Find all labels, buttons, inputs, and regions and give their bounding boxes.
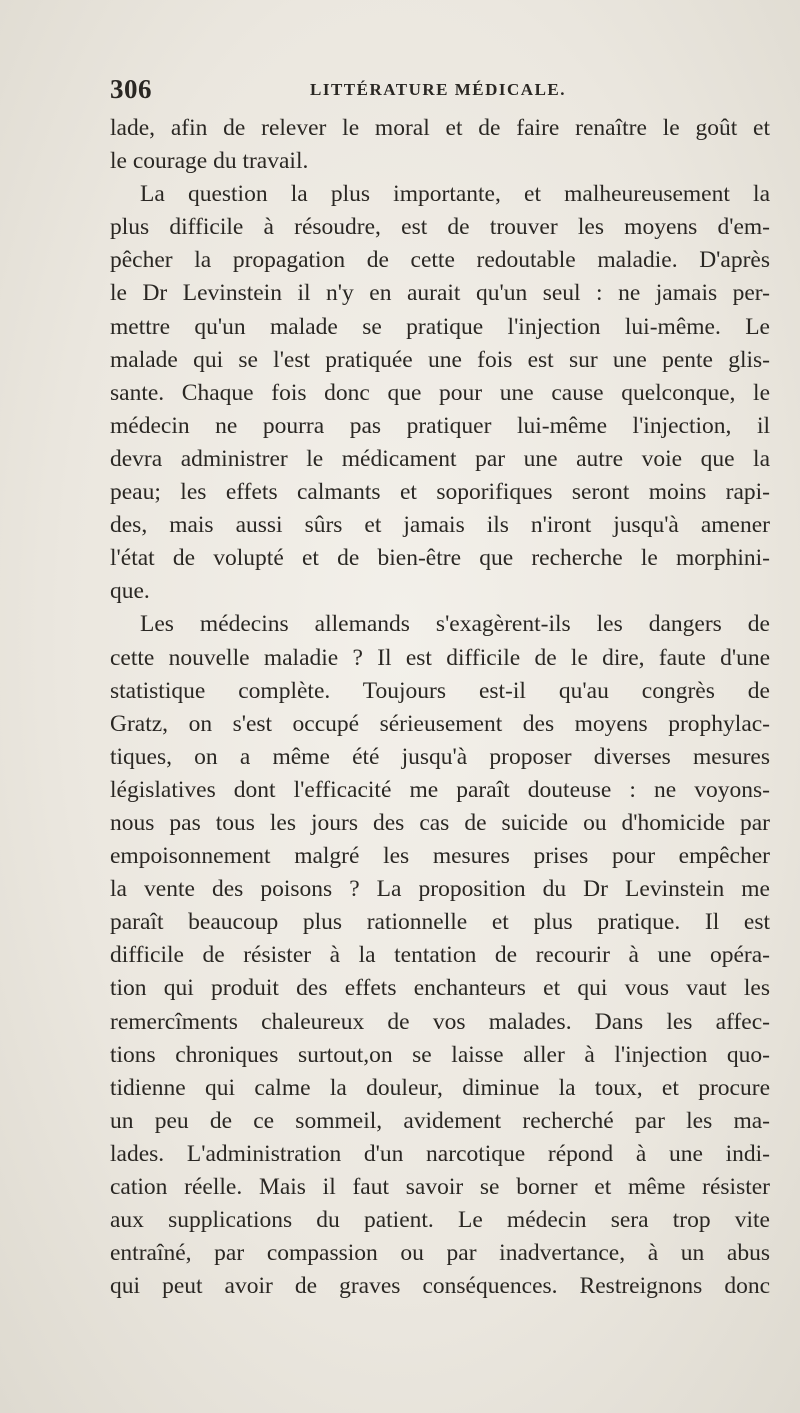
text-line: tions chroniques surtout,on se laisse aller à l'injection quo-: [110, 1041, 770, 1068]
text-line: plus difficile à résoudre, est de trouver les moyens d'em-: [110, 214, 770, 241]
text-line: lades. L'administration d'un narcotique répond à une indi-: [110, 1140, 770, 1167]
text-line: statistique complète. Toujours est-il qu'au congrès de: [110, 677, 770, 704]
text-line: tidienne qui calme la douleur, diminue la toux, et procure: [110, 1074, 770, 1101]
text-line: sante. Chaque fois donc que pour une cause quelconque, le: [110, 379, 770, 406]
text-line: médecin ne pourra pas pratiquer lui-même l'injection, il: [110, 412, 770, 439]
text-line: remercîments chaleureux de vos malades. Dans les affec-: [110, 1008, 770, 1035]
text-line: qui peut avoir de graves conséquences. Restreignons donc: [110, 1273, 770, 1300]
text-line: Les médecins allemands s'exagèrent-ils les dangers de: [140, 611, 770, 638]
text-line: Gratz, on s'est occupé sérieusement des moyens prophylac-: [110, 710, 770, 737]
text-line: tion qui produit des effets enchanteurs et qui vous vaut les: [110, 975, 770, 1002]
text-line: aux supplications du patient. Le médecin sera trop vite: [110, 1207, 770, 1234]
text-line: empoisonnement malgré les mesures prises pour empêcher: [110, 843, 770, 870]
text-line: tiques, on a même été jusqu'à proposer diverses mesures: [110, 743, 770, 770]
text-line: malade qui se l'est pratiquée une fois est sur une pente glis-: [110, 346, 770, 373]
text-line: La question la plus importante, et malheureusement la: [140, 181, 770, 208]
text-line: mettre qu'un malade se pratique l'injection lui-même. Le: [110, 313, 770, 340]
text-line: paraît beaucoup plus rationnelle et plus pratique. Il est: [110, 909, 770, 936]
text-line: la vente des poisons ? La proposition du Dr Levinstein me: [110, 876, 770, 903]
text-line: législatives dont l'efficacité me paraît douteuse : ne voyons-: [110, 776, 770, 803]
text-line: devra administrer le médicament par une autre voie que la: [110, 445, 770, 472]
text-line: cation réelle. Mais il faut savoir se borner et même résister: [110, 1174, 770, 1200]
text-line: que.: [110, 578, 150, 605]
body-text: [110, 112, 770, 1303]
text-line: cette nouvelle maladie ? Il est difficile de le dire, faute d'une: [110, 644, 770, 671]
text-line: des, mais aussi sûrs et jamais ils n'iront jusqu'à amener: [110, 512, 770, 539]
text-line: nous pas tous les jours des cas de suicide ou d'homicide par: [110, 809, 770, 836]
page-header: [110, 74, 770, 110]
text-line: lade, afin de relever le moral et de faire renaître le goût et: [110, 115, 770, 141]
text-line: le Dr Levinstein il n'y en aurait qu'un seul : ne jamais per-: [110, 280, 770, 307]
text-line: pêcher la propagation de cette redoutable maladie. D'après: [110, 247, 770, 274]
text-line: un peu de ce sommeil, avidement recherché par les ma-: [110, 1107, 770, 1134]
text-line: peau; les effets calmants et soporifiques seront moins rapi-: [110, 479, 770, 506]
text-line: le courage du travail.: [110, 148, 309, 175]
text-line: difficile de résister à la tentation de recourir à une opéra-: [110, 942, 770, 969]
page-number: 306: [110, 74, 152, 104]
text-line: l'état de volupté et de bien-être que recherche le morphini-: [110, 545, 770, 572]
running-title: LITTÉRATURE MÉDICALE.: [310, 80, 567, 99]
text-line: entraîné, par compassion ou par inadvertance, à un abus: [110, 1240, 770, 1267]
